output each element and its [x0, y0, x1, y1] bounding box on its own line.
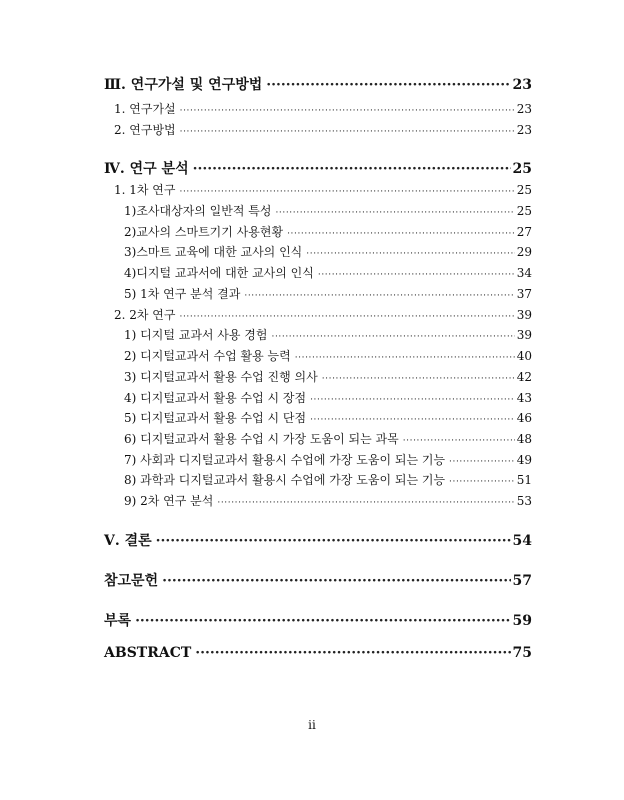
toc-entry-references — [104, 570, 532, 590]
toc-page-number: 23 — [516, 123, 532, 137]
leader-dots — [403, 432, 515, 446]
toc-entry — [124, 368, 532, 385]
toc-page-number: 23 — [512, 77, 532, 93]
leader-dots — [310, 391, 515, 405]
toc-entry — [124, 264, 532, 281]
leader-dots — [275, 204, 514, 218]
toc-page-number: 34 — [516, 266, 532, 280]
toc-page-number: 25 — [516, 204, 532, 218]
toc-entry — [124, 451, 532, 468]
toc-label: 4)디지털 교과서에 대한 교사의 인식 — [124, 266, 314, 280]
toc-label: 2)교사의 스마트기기 사용현황 — [124, 225, 284, 239]
toc-entry-chapter-4 — [104, 158, 532, 178]
toc-label: 3)스마트 교육에 대한 교사의 인식 — [124, 245, 303, 259]
leader-dots — [156, 533, 511, 549]
toc-label: 8) 과학과 디지털교과서 활용시 수업에 가장 도움이 되는 기능 — [124, 473, 446, 487]
toc-label: 2) 디지털교과서 수업 활용 능력 — [124, 349, 291, 363]
toc-entry — [124, 389, 532, 406]
toc-label: Ⅲ. 연구가설 및 연구방법 — [104, 77, 263, 93]
toc-entry — [114, 121, 532, 138]
toc-label: 1. 연구가설 — [114, 102, 176, 116]
toc-label: 7) 사회과 디지털교과서 활용시 수업에 가장 도움이 되는 기능 — [124, 453, 446, 467]
toc-page-number: 39 — [516, 308, 532, 322]
toc-entry — [124, 326, 532, 343]
leader-dots — [449, 473, 515, 487]
leader-dots — [162, 573, 510, 589]
toc-page-number: 25 — [512, 161, 532, 177]
toc-page-number: 42 — [516, 370, 532, 384]
leader-dots — [193, 161, 511, 177]
toc-label: 6) 디지털교과서 활용 수업 시 가장 도움이 되는 과목 — [124, 432, 399, 446]
toc-entry — [124, 223, 532, 240]
leader-dots — [244, 287, 514, 301]
leader-dots — [135, 613, 510, 629]
toc-label: 부록 — [104, 613, 132, 629]
toc-label: 1)조사대상자의 일반적 특성 — [124, 204, 272, 218]
toc-entry-chapter-3 — [104, 74, 532, 94]
toc-label: 1) 디지털 교과서 사용 경험 — [124, 328, 268, 342]
toc-entry-chapter-5 — [104, 530, 532, 550]
toc-page-number: 75 — [512, 645, 532, 661]
leader-dots — [306, 245, 514, 259]
toc-label: 5) 디지털교과서 활용 수업 시 단점 — [124, 411, 307, 425]
toc-entry — [124, 347, 532, 364]
toc-page-number: 51 — [516, 473, 532, 487]
leader-dots — [266, 77, 510, 93]
toc-label: Ⅴ. 결론 — [104, 533, 152, 549]
leader-dots — [180, 102, 515, 116]
toc-entry — [124, 430, 532, 447]
leader-dots — [449, 453, 515, 467]
toc-page-number: 40 — [516, 349, 532, 363]
leader-dots — [180, 183, 515, 197]
toc-page-number: 49 — [516, 453, 532, 467]
toc-page-number: 59 — [512, 613, 532, 629]
toc-entry-abstract — [104, 645, 532, 661]
toc-label: 3) 디지털교과서 활용 수업 진행 의사 — [124, 370, 318, 384]
toc-label: Ⅳ. 연구 분석 — [104, 161, 189, 177]
toc-entry-appendix — [104, 610, 532, 630]
toc-page-number: 25 — [516, 183, 532, 197]
toc-page-number: 23 — [516, 102, 532, 116]
toc-page-number: 37 — [516, 287, 532, 301]
leader-dots — [217, 494, 514, 508]
leader-dots — [322, 370, 515, 384]
page-number: ii — [308, 718, 316, 732]
toc-label: 5) 1차 연구 분석 결과 — [124, 287, 241, 301]
toc-entry — [124, 202, 532, 219]
toc-page-number: 54 — [512, 533, 532, 549]
toc-entry — [124, 409, 532, 426]
toc-entry — [114, 100, 532, 117]
toc-entry — [124, 285, 532, 302]
leader-dots — [318, 266, 515, 280]
leader-dots — [180, 123, 515, 137]
toc-entry — [124, 243, 532, 260]
toc-page-number: 39 — [516, 328, 532, 342]
leader-dots — [295, 349, 515, 363]
leader-dots — [310, 411, 515, 425]
toc-entry — [114, 306, 532, 323]
toc-label: 4) 디지털교과서 활용 수업 시 장점 — [124, 391, 307, 405]
toc-entry — [114, 181, 532, 198]
leader-dots — [180, 308, 515, 322]
toc-page-number: 43 — [516, 391, 532, 405]
toc-entry — [124, 492, 532, 509]
toc-page-number: 29 — [516, 245, 532, 259]
leader-dots — [195, 645, 510, 661]
toc-page-number: 53 — [516, 494, 532, 508]
toc-label: 9) 2차 연구 분석 — [124, 494, 214, 508]
toc-label: ABSTRACT — [104, 645, 192, 661]
toc-label: 참고문헌 — [104, 573, 159, 589]
toc-entry — [124, 471, 532, 488]
leader-dots — [287, 225, 515, 239]
toc-label: 2. 2차 연구 — [114, 308, 176, 322]
toc-page-number: 46 — [516, 411, 532, 425]
toc-label: 2. 연구방법 — [114, 123, 176, 137]
toc-page-number: 57 — [512, 573, 532, 589]
toc-page-number: 48 — [516, 432, 532, 446]
leader-dots — [272, 328, 515, 342]
toc-label: 1. 1차 연구 — [114, 183, 176, 197]
toc-page-number: 27 — [516, 225, 532, 239]
